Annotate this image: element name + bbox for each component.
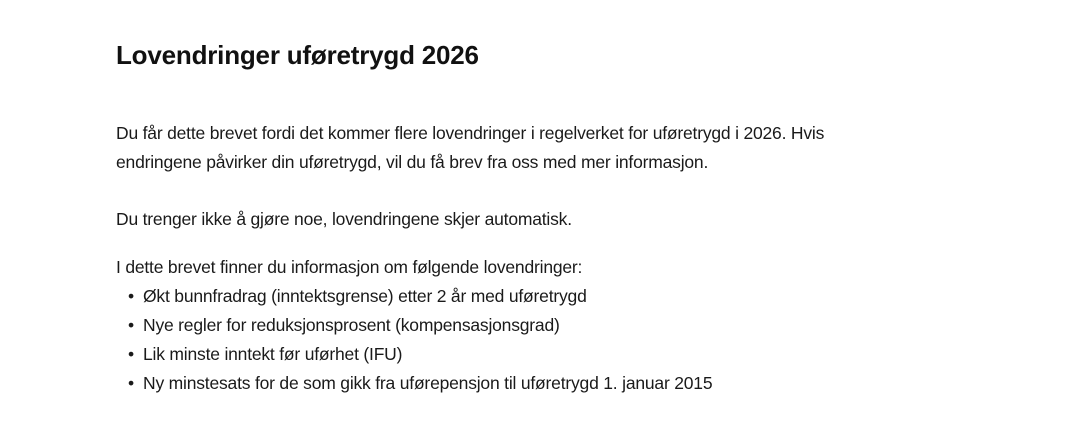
list-item-text: Ny minstesats for de som gikk fra uførepensjon til uføretrygd 1. januar 2015 bbox=[143, 373, 713, 393]
list-item-text: Økt bunnfradrag (inntektsgrense) etter 2 år med uføretrygd bbox=[143, 286, 587, 306]
letter-title: Lovendringer uføretrygd 2026 bbox=[116, 40, 479, 70]
list-item bbox=[128, 369, 996, 398]
letter-content bbox=[116, 38, 996, 398]
list-item bbox=[128, 311, 996, 340]
bullet-icon: • bbox=[128, 344, 134, 364]
no-action-paragraph: Du trenger ikke å gjøre noe, lovendringene skjer automatisk. bbox=[116, 209, 572, 229]
bullet-icon: • bbox=[128, 373, 134, 393]
intro-line-2: endringene påvirker din uføretrygd, vil du få brev fra oss med mer informasjon. bbox=[116, 152, 709, 172]
list-item bbox=[128, 282, 996, 311]
intro-line-1: Du får dette brevet fordi det kommer flere lovendringer i regelverket for uføretrygd i 2026. Hvis bbox=[116, 123, 825, 143]
list-item bbox=[128, 340, 996, 369]
list-item-text: Lik minste inntekt før uførhet (IFU) bbox=[143, 344, 403, 364]
intro-paragraph bbox=[116, 119, 996, 177]
list-item-text: Nye regler for reduksjonsprosent (kompensasjonsgrad) bbox=[143, 315, 560, 335]
bullet-icon: • bbox=[128, 315, 134, 335]
list-intro: I dette brevet finner du informasjon om følgende lovendringer: bbox=[116, 257, 583, 277]
bullet-icon: • bbox=[128, 286, 134, 306]
changes-list bbox=[116, 282, 996, 398]
